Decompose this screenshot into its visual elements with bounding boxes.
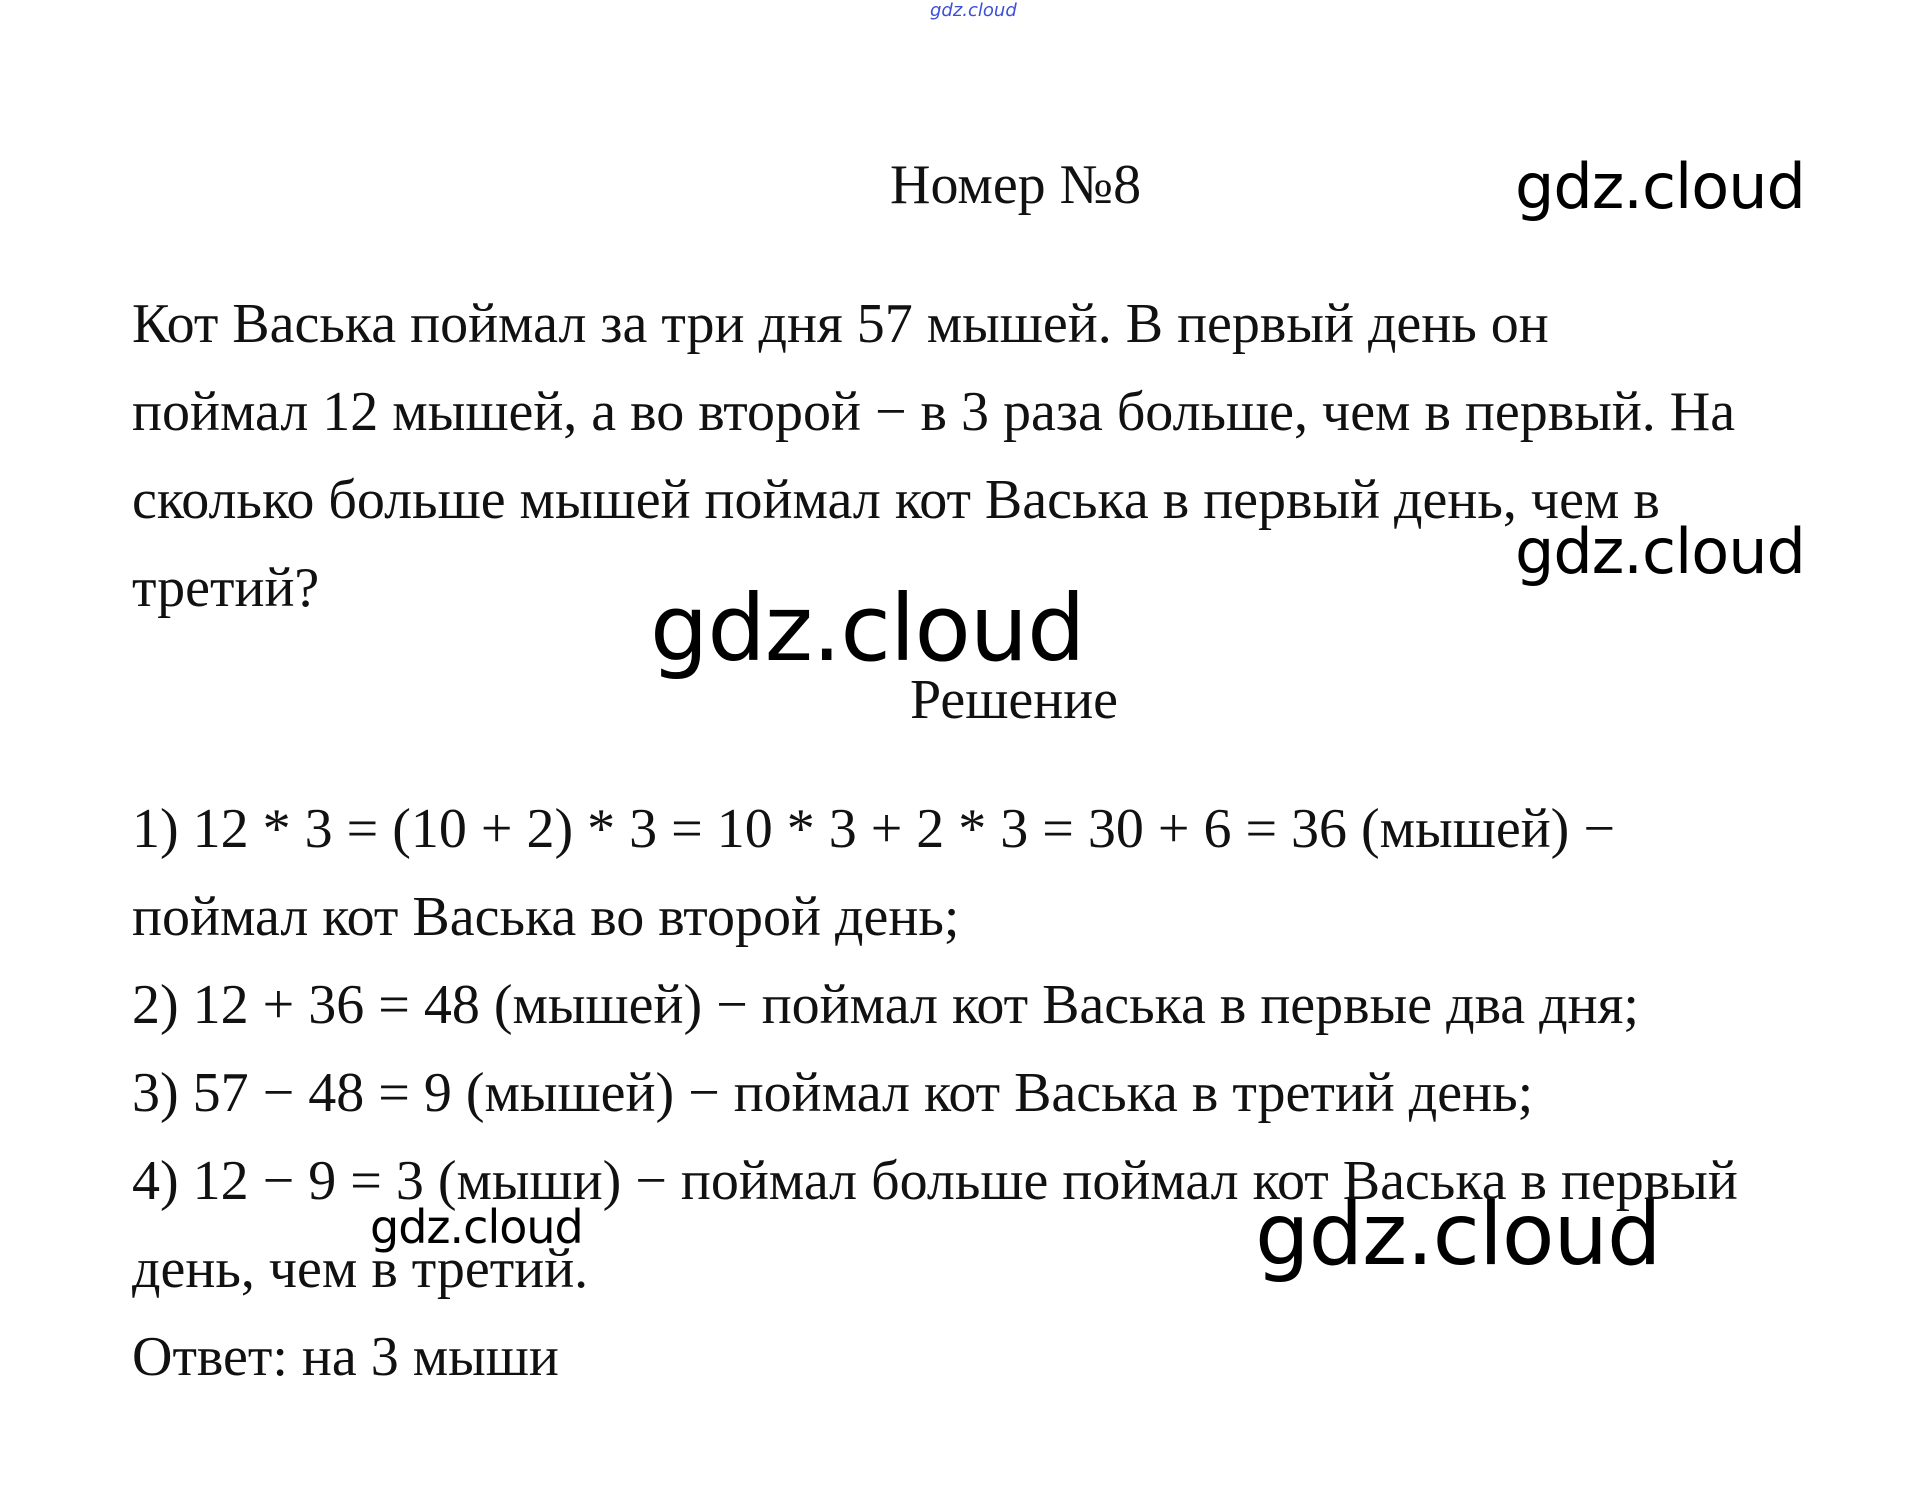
problem-line: Кот Васька поймал за три дня 57 мышей. В первый день он xyxy=(132,293,1549,355)
watermark: gdz.cloud xyxy=(1255,1185,1661,1285)
top-watermark-link[interactable]: gdz.cloud xyxy=(930,0,1017,21)
watermark: gdz.cloud xyxy=(650,575,1085,682)
problem-line: третий? xyxy=(132,557,320,619)
watermark: gdz.cloud xyxy=(1515,150,1805,223)
solution-line: поймал кот Васька во второй день; xyxy=(132,886,960,948)
problem-line: сколько больше мышей поймал кот Васька в первый день, чем в xyxy=(132,469,1660,531)
answer-line: Ответ: на 3 мыши xyxy=(132,1326,559,1388)
solution-heading: Решение xyxy=(910,669,1119,731)
solution-line: день, чем в третий. xyxy=(132,1238,589,1300)
solution-line: 1) 12 * 3 = (10 + 2) * 3 = 10 * 3 + 2 * 3 = 30 + 6 = 36 (мышей) − xyxy=(132,798,1615,860)
watermark: gdz.cloud xyxy=(370,1200,583,1254)
solution-line: 4) 12 − 9 = 3 (мыши) − поймал больше поймал кот Васька в первый xyxy=(132,1150,1738,1212)
watermark: gdz.cloud xyxy=(1515,515,1805,588)
problem-line: поймал 12 мышей, а во второй − в 3 раза больше, чем в первый. На xyxy=(132,381,1736,443)
page-title: Номер №8 xyxy=(890,154,1142,216)
solution-line: 3) 57 − 48 = 9 (мышей) − поймал кот Васька в третий день; xyxy=(132,1062,1534,1124)
solution-line: 2) 12 + 36 = 48 (мышей) − поймал кот Васька в первые два дня; xyxy=(132,974,1639,1036)
solution-text xyxy=(132,785,1852,1401)
